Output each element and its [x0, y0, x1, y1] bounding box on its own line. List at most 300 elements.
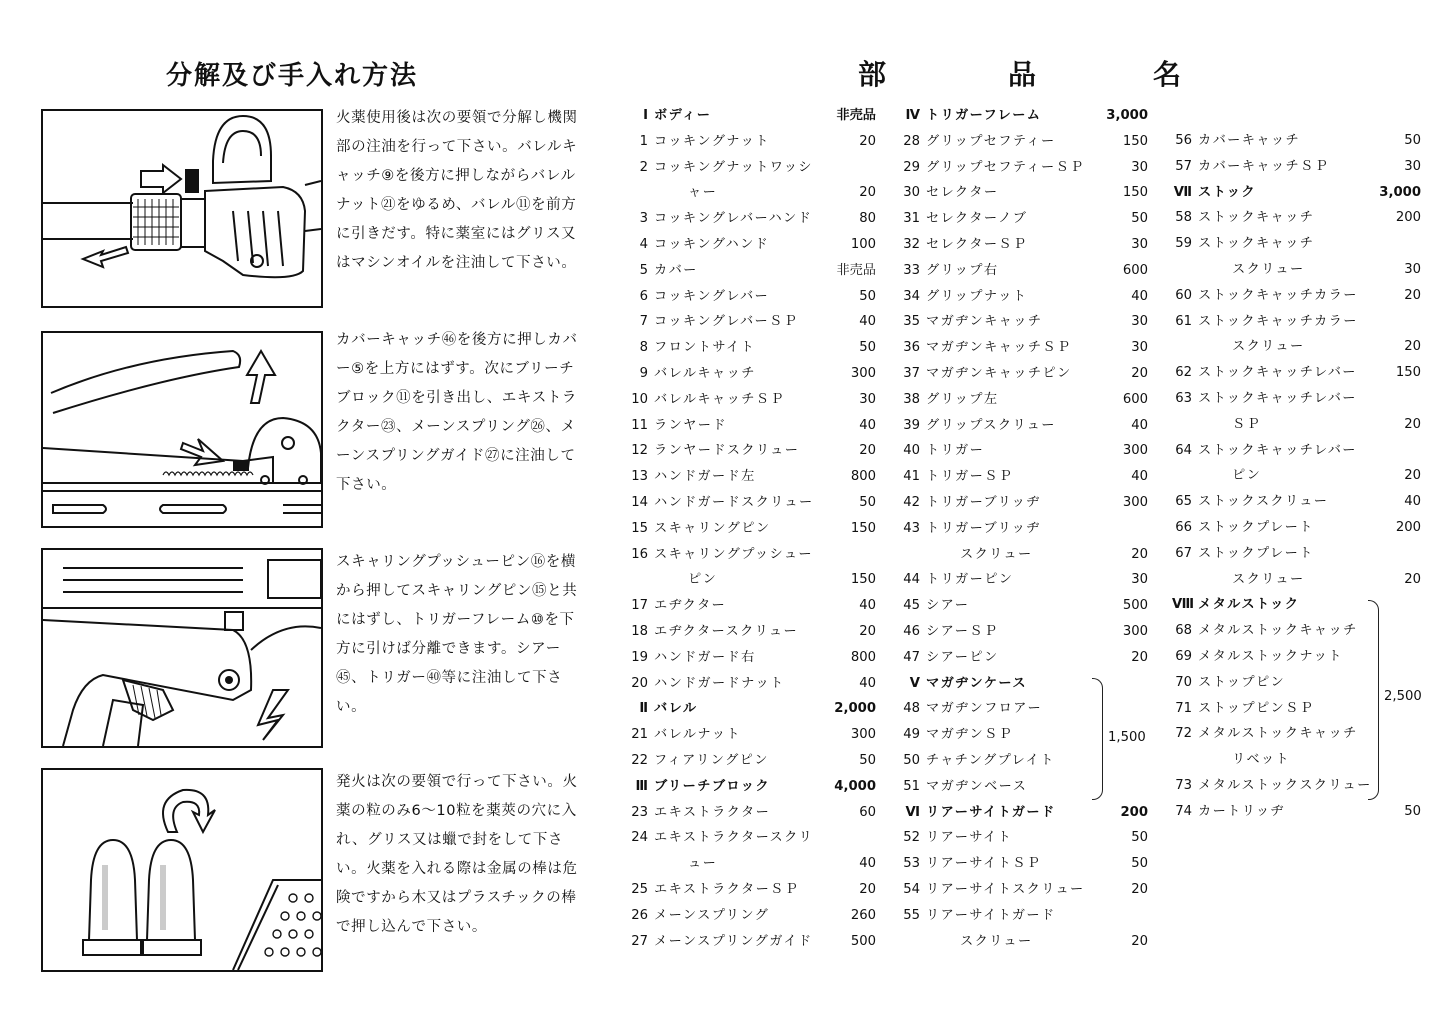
part-name: マガヂンキャッチピン: [926, 365, 1072, 381]
part-number: 45: [903, 598, 920, 614]
part-price: 300: [850, 365, 876, 381]
part-number: 4: [639, 236, 648, 252]
part-number: 67: [1175, 545, 1192, 561]
parts-row: [900, 387, 1148, 413]
part-number: Ⅴ: [909, 675, 920, 691]
part-number: 73: [1175, 777, 1192, 793]
part-name: ハンドガードナット: [654, 675, 785, 691]
part-number: 60: [1175, 287, 1192, 303]
parts-row: [628, 929, 876, 955]
part-name: セレクター: [926, 185, 999, 201]
parts-row: [628, 696, 876, 722]
parts-row: [900, 619, 1148, 645]
part-price: 150: [1122, 133, 1148, 149]
parts-row: [628, 722, 876, 748]
part-name: コッキングナットワッシ: [654, 159, 813, 175]
part-name: スクリュー: [1232, 571, 1305, 587]
parts-row: [628, 335, 876, 361]
part-name: エキストラクタースクリ: [654, 830, 814, 846]
parts-row: [900, 929, 1148, 955]
part-number: Ⅵ: [905, 804, 920, 820]
part-name: ストップピンＳＰ: [1198, 700, 1315, 716]
part-number: 63: [1175, 390, 1192, 406]
part-price: 300: [1122, 494, 1148, 510]
parts-row: [900, 748, 1148, 774]
part-number: 16: [631, 546, 648, 562]
parts-row: [628, 206, 876, 232]
part-name: カバーキャッチ: [1198, 133, 1301, 148]
part-number: 53: [903, 856, 920, 872]
part-name: リアーサイトガード: [926, 907, 1056, 923]
part-name: グリップセフティー: [926, 133, 1056, 149]
magazine-group-brace: [1092, 678, 1103, 800]
part-price: 3,000: [1379, 184, 1421, 200]
parts-row: [628, 438, 876, 464]
part-price: 非売品: [836, 108, 876, 123]
part-name: ランヤード: [654, 417, 727, 433]
part-name: バレルキャッチＳＰ: [654, 391, 785, 407]
parts-row: [900, 258, 1148, 284]
parts-row: [1172, 334, 1421, 360]
part-name: マガヂンフロアー: [926, 701, 1043, 717]
parts-row: [900, 309, 1148, 335]
part-number: 65: [1175, 494, 1192, 510]
parts-row: [628, 877, 876, 903]
part-price: 20: [1131, 933, 1148, 949]
part-number: 43: [903, 520, 920, 536]
title-char: 名: [1153, 58, 1182, 91]
part-name: ストックキャッチ: [1198, 210, 1315, 226]
part-name: メタルストックキャッチ: [1198, 623, 1358, 639]
parts-row: [1172, 515, 1421, 541]
part-name: ピン: [1232, 468, 1262, 484]
part-number: 74: [1175, 803, 1192, 819]
part-number: 52: [903, 830, 920, 846]
parts-row: [628, 800, 876, 826]
parts-row: [900, 180, 1148, 206]
part-price: 30: [859, 391, 876, 407]
barrel-illustration: [43, 111, 321, 306]
metal-stock-group-price: 2,500: [1384, 689, 1422, 704]
part-name: バレルナット: [654, 727, 741, 743]
part-price: 非売品: [836, 262, 876, 278]
trigger-frame-illustration: [43, 550, 321, 746]
part-name: リアーサイトガード: [926, 804, 1056, 820]
part-price: 30: [1131, 236, 1148, 252]
part-number: 19: [631, 649, 648, 665]
parts-row: [900, 206, 1148, 232]
part-number: 31: [903, 211, 920, 227]
part-name: チャチングプレイト: [926, 752, 1055, 768]
parts-row: [628, 387, 876, 413]
part-price: 30: [1131, 572, 1148, 588]
part-number: 36: [903, 340, 920, 356]
part-name: ュー: [688, 856, 718, 872]
part-price: 40: [1131, 469, 1148, 485]
parts-row: [900, 516, 1148, 542]
part-price: 200: [1120, 804, 1148, 820]
figure-trigger-frame: [41, 548, 323, 748]
title-char: 品: [1008, 58, 1037, 91]
part-name: ストックキャッチレバー: [1198, 390, 1357, 406]
part-name: ブリーチブロック: [654, 778, 770, 794]
part-number: 64: [1175, 442, 1192, 458]
parts-row: [628, 284, 876, 310]
parts-row: [628, 129, 876, 155]
part-number: 39: [903, 417, 920, 433]
cartridge-illustration: [43, 770, 321, 970]
part-name: メタルストックキャッチ: [1198, 726, 1358, 742]
part-price: 2,000: [834, 701, 876, 717]
part-number: 71: [1175, 700, 1192, 716]
part-number: 26: [631, 907, 648, 923]
part-name: カバーキャッチＳＰ: [1198, 158, 1330, 174]
parts-row: [628, 567, 876, 593]
parts-row: [900, 155, 1148, 181]
part-number: 24: [631, 830, 648, 846]
parts-column-3: [1172, 128, 1421, 825]
part-number: 34: [903, 288, 920, 304]
parts-row: [628, 361, 876, 387]
part-price: 50: [1404, 803, 1421, 819]
part-price: 50: [859, 288, 876, 304]
part-name: エキストラクター: [654, 804, 771, 820]
parts-row: [900, 877, 1148, 903]
part-name: セレクターＳＰ: [926, 236, 1028, 252]
part-number: 23: [631, 804, 648, 820]
part-name: コッキングハンド: [654, 236, 770, 252]
part-price: 300: [1122, 623, 1148, 639]
part-price: 800: [850, 469, 876, 485]
part-price: 50: [859, 494, 876, 510]
part-number: 61: [1175, 313, 1192, 329]
part-name: カバー: [654, 262, 698, 278]
part-price: 600: [1122, 262, 1148, 278]
part-name: ストックプレート: [1198, 519, 1314, 535]
part-price: 50: [1131, 830, 1148, 846]
part-name: シアーＳＰ: [926, 623, 999, 639]
part-number: 66: [1175, 519, 1192, 535]
part-name: ストック: [1198, 184, 1256, 200]
part-name: メタルストックナット: [1198, 648, 1343, 664]
part-price: 40: [1131, 288, 1148, 304]
part-price: 50: [859, 340, 876, 356]
part-name: スクリュー: [960, 933, 1033, 949]
parts-row: [628, 903, 876, 929]
parts-row: [628, 413, 876, 439]
part-name: メーンスプリング: [654, 907, 770, 923]
part-number: 62: [1175, 365, 1192, 381]
parts-row: [1172, 747, 1421, 773]
part-price: 40: [859, 856, 876, 872]
part-name: フィアリングピン: [654, 752, 769, 768]
part-name: リアーサイト: [926, 830, 1013, 846]
part-number: Ⅶ: [1173, 184, 1192, 200]
part-number: 49: [903, 727, 920, 743]
part-name: ストップピン: [1198, 674, 1286, 690]
part-number: 58: [1175, 210, 1192, 226]
part-name: コッキングレバーハンド: [654, 211, 813, 227]
part-name: スクリュー: [1232, 339, 1305, 355]
part-name: メーンスプリングガイド: [654, 933, 813, 949]
part-price: 80: [859, 211, 876, 227]
parts-row: [1172, 799, 1421, 825]
part-price: 50: [1131, 856, 1148, 872]
parts-row: [628, 180, 876, 206]
part-number: 41: [903, 469, 920, 485]
part-name: フロントサイト: [654, 340, 756, 356]
part-name: シアー: [926, 598, 970, 614]
part-number: 51: [903, 778, 920, 794]
parts-row: [1172, 541, 1421, 567]
part-name: ストックキャッチカラー: [1198, 287, 1358, 303]
part-price: 30: [1131, 159, 1148, 175]
part-number: 69: [1175, 648, 1192, 664]
parts-row: [1172, 309, 1421, 335]
parts-row: [1172, 618, 1421, 644]
part-name: リアーサイトＳＰ: [926, 856, 1042, 872]
parts-row: [628, 490, 876, 516]
part-name: ハンドガードスクリュー: [654, 494, 814, 510]
part-name: マガヂンＳＰ: [926, 727, 1014, 743]
part-number: 59: [1175, 236, 1192, 252]
parts-row: [1172, 412, 1421, 438]
part-price: 30: [1131, 314, 1148, 330]
parts-row: [628, 464, 876, 490]
part-number: 20: [631, 675, 648, 691]
parts-row: [1172, 463, 1421, 489]
parts-row: [1172, 489, 1421, 515]
parts-row: [900, 800, 1148, 826]
part-number: 12: [631, 443, 648, 459]
part-name: リベット: [1232, 752, 1291, 768]
part-price: 150: [850, 520, 876, 536]
parts-row: [1172, 180, 1421, 206]
part-name: バレルキャッチ: [654, 365, 756, 381]
part-name: トリガー: [926, 443, 985, 459]
magazine-group-price: 1,500: [1108, 730, 1146, 745]
part-number: 44: [903, 572, 920, 588]
part-number: 1: [639, 133, 648, 149]
part-number: 15: [631, 520, 648, 536]
part-price: 20: [1131, 365, 1148, 381]
part-name: グリップ右: [926, 262, 999, 278]
part-number: 5: [639, 262, 648, 278]
part-price: 150: [850, 572, 876, 588]
parts-row: [900, 129, 1148, 155]
part-number: 42: [903, 494, 920, 510]
part-name: ピン: [688, 572, 718, 588]
part-name: エヂクター: [654, 598, 727, 614]
parts-row: [900, 464, 1148, 490]
parts-row: [900, 413, 1148, 439]
parts-row: [1172, 721, 1421, 747]
parts-row: [900, 903, 1148, 929]
part-name: ボディー: [654, 108, 712, 123]
parts-row: [1172, 360, 1421, 386]
parts-row: [628, 232, 876, 258]
parts-row: [628, 542, 876, 568]
part-name: コッキングレバーＳＰ: [654, 314, 799, 330]
part-number: 50: [903, 752, 920, 768]
parts-row: [1172, 773, 1421, 799]
figure-cover-removal: [41, 331, 323, 528]
part-price: 40: [1131, 417, 1148, 433]
parts-row: [900, 696, 1148, 722]
parts-row: [900, 851, 1148, 877]
part-price: 150: [1395, 365, 1421, 381]
part-number: 72: [1175, 726, 1192, 742]
metal-stock-group-brace: [1368, 600, 1379, 800]
parts-row: [900, 645, 1148, 671]
parts-row: [628, 619, 876, 645]
part-name: ストックスクリュー: [1198, 494, 1329, 510]
part-price: 4,000: [834, 778, 876, 794]
part-name: ＳＰ: [1232, 416, 1262, 432]
part-name: コッキングナット: [654, 133, 770, 149]
parts-row: [1172, 154, 1421, 180]
parts-row: [1172, 567, 1421, 593]
part-number: Ⅷ: [1172, 597, 1195, 613]
part-number: 48: [903, 701, 920, 717]
part-price: 300: [850, 727, 876, 743]
parts-row: [1172, 283, 1421, 309]
part-name: ャー: [688, 185, 718, 201]
part-name: バレル: [654, 701, 698, 717]
title-char: 部: [858, 58, 887, 91]
part-price: 20: [1404, 571, 1421, 587]
part-price: 20: [1404, 287, 1421, 303]
part-number: 25: [631, 881, 648, 897]
parts-row: [900, 284, 1148, 310]
part-number: 70: [1175, 674, 1192, 690]
part-name: メタルストック: [1198, 597, 1300, 613]
part-name: トリガーフレーム: [926, 108, 1042, 123]
part-number: 13: [631, 469, 648, 485]
part-price: 40: [859, 417, 876, 433]
part-number: Ⅳ: [905, 108, 920, 123]
part-number: 14: [631, 494, 648, 510]
parts-column-1: [628, 103, 876, 954]
part-price: 20: [1404, 416, 1421, 432]
part-price: 50: [859, 752, 876, 768]
part-price: 20: [1131, 649, 1148, 665]
parts-row: [900, 103, 1148, 129]
parts-row: [628, 516, 876, 542]
part-price: 30: [1404, 261, 1421, 277]
parts-row: [628, 825, 876, 851]
part-name: コッキングレバー: [654, 288, 770, 304]
part-price: 20: [859, 623, 876, 639]
part-price: 30: [1131, 340, 1148, 356]
part-name: トリガーブリッヂ: [926, 494, 1041, 510]
parts-row: [628, 645, 876, 671]
part-price: 200: [1395, 210, 1421, 226]
part-price: 200: [1395, 519, 1421, 535]
part-name: ハンドガード左: [654, 469, 756, 485]
part-name: ストックキャッチ: [1198, 236, 1315, 252]
parts-row: [628, 671, 876, 697]
part-number: Ⅱ: [639, 701, 648, 717]
part-name: マガヂンベース: [926, 778, 1028, 794]
part-price: 100: [850, 236, 876, 252]
parts-row: [1172, 231, 1421, 257]
instruction-4: 発火は次の要領で行って下さい。火薬の粒のみ6～10粒を薬莢の穴に入れ、グリス又は蠟で封をして下さい。火薬を入れる際は金属の棒は危険ですから木又はプラスチックの棒で押し込んで下さい。: [336, 774, 578, 935]
instruction-1: 火薬使用後は次の要領で分解し機関部の注油を行って下さい。バレルキャッチ⑨を後方に押しながらバレルナット㉑をゆるめ、バレル⑪を前方に引きだす。特に薬室にはグリス又はマシンオイルを注油して下さい。: [336, 110, 578, 271]
part-number: 37: [903, 365, 920, 381]
parts-row: [628, 258, 876, 284]
part-price: 40: [859, 598, 876, 614]
parts-column-2: [900, 103, 1148, 954]
part-name: トリガーピン: [926, 572, 1014, 588]
part-price: 20: [859, 133, 876, 149]
parts-row: [900, 671, 1148, 697]
part-price: 300: [1122, 443, 1148, 459]
parts-row: [1172, 128, 1421, 154]
part-number: 18: [631, 623, 648, 639]
parts-row: [628, 748, 876, 774]
part-number: 68: [1175, 623, 1192, 639]
part-name: メタルストックスクリュー: [1198, 777, 1372, 793]
part-price: 40: [859, 314, 876, 330]
parts-row: [900, 361, 1148, 387]
parts-row: [1172, 257, 1421, 283]
part-name: リアーサイトスクリュー: [926, 881, 1085, 897]
part-price: 50: [1131, 211, 1148, 227]
parts-row: [900, 335, 1148, 361]
parts-row: [1172, 438, 1421, 464]
part-name: エキストラクターＳＰ: [654, 881, 800, 897]
part-price: 40: [859, 675, 876, 691]
parts-row: [1172, 644, 1421, 670]
part-price: 30: [1404, 158, 1421, 174]
parts-row: [628, 774, 876, 800]
part-price: 50: [1404, 133, 1421, 148]
part-name: カートリッヂ: [1198, 803, 1285, 819]
parts-row: [900, 774, 1148, 800]
part-name: グリップセフティーＳＰ: [926, 159, 1085, 175]
part-price: 500: [1122, 598, 1148, 614]
parts-row: [900, 232, 1148, 258]
part-name: トリガーブリッヂ: [926, 520, 1041, 536]
part-number: 56: [1175, 133, 1192, 148]
part-name: グリップナット: [926, 288, 1028, 304]
part-price: 20: [859, 185, 876, 201]
part-number: 55: [903, 907, 920, 923]
part-price: 20: [1131, 546, 1148, 562]
part-price: 20: [859, 443, 876, 459]
parts-row: [900, 825, 1148, 851]
part-name: スキャリングピン: [654, 520, 771, 536]
part-price: 600: [1122, 391, 1148, 407]
part-name: エヂクタースクリュー: [654, 623, 799, 639]
parts-row: [628, 103, 876, 129]
part-number: 30: [903, 185, 920, 201]
part-name: ストックキャッチレバー: [1198, 442, 1357, 458]
part-name: セレクターノブ: [926, 211, 1028, 227]
part-price: 20: [1404, 468, 1421, 484]
parts-row: [1172, 386, 1421, 412]
part-number: 6: [639, 288, 648, 304]
parts-row: [900, 567, 1148, 593]
part-name: スキャリングプッシュー: [654, 546, 814, 562]
part-name: シアーピン: [926, 649, 999, 665]
part-price: 20: [859, 881, 876, 897]
part-number: 9: [639, 365, 648, 381]
part-name: ストックキャッチカラー: [1198, 313, 1358, 329]
part-number: 29: [903, 159, 920, 175]
part-number: 3: [639, 211, 648, 227]
